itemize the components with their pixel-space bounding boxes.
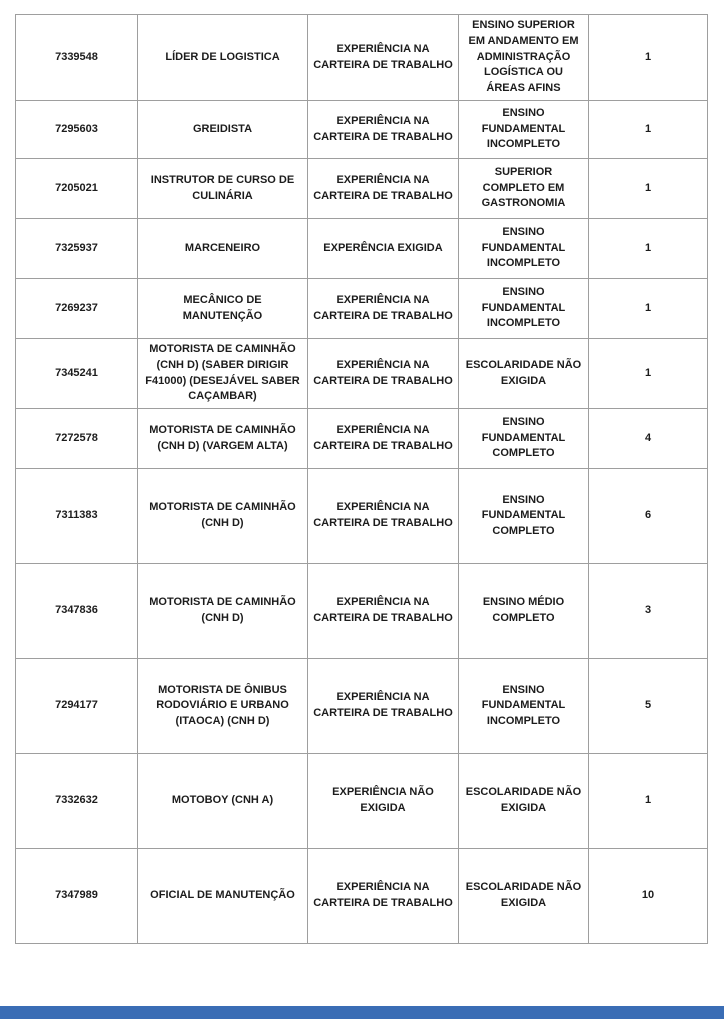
count-cell: 5 [589, 659, 708, 754]
count-cell: 1 [589, 101, 708, 159]
vacancy-id-cell: 7339548 [16, 15, 138, 101]
table-row [16, 159, 708, 219]
education-cell: ENSINO FUNDAMENTAL COMPLETO [459, 409, 589, 469]
experience-cell: EXPERIÊNCIA NA CARTEIRA DE TRABALHO [308, 339, 459, 409]
count-cell: 1 [589, 15, 708, 101]
vacancy-id-cell: 7311383 [16, 469, 138, 564]
vacancy-id-cell: 7294177 [16, 659, 138, 754]
count-cell: 1 [589, 339, 708, 409]
count-cell: 3 [589, 564, 708, 659]
count-cell: 6 [589, 469, 708, 564]
education-cell: ESCOLARIDADE NÃO EXIGIDA [459, 849, 589, 944]
experience-cell: EXPERIÊNCIA NA CARTEIRA DE TRABALHO [308, 469, 459, 564]
experience-cell: EXPERIÊNCIA NA CARTEIRA DE TRABALHO [308, 849, 459, 944]
job-title-cell: GREIDISTA [138, 101, 308, 159]
experience-cell: EXPERÊNCIA EXIGIDA [308, 219, 459, 279]
table-row [16, 754, 708, 849]
table-row [16, 101, 708, 159]
count-cell: 1 [589, 754, 708, 849]
job-title-cell: LÍDER DE LOGISTICA [138, 15, 308, 101]
vacancy-id-cell: 7325937 [16, 219, 138, 279]
job-title-cell: MOTOBOY (CNH A) [138, 754, 308, 849]
education-cell: ENSINO MÉDIO COMPLETO [459, 564, 589, 659]
table-row [16, 339, 708, 409]
vacancy-id-cell: 7269237 [16, 279, 138, 339]
vacancy-id-cell: 7345241 [16, 339, 138, 409]
experience-cell: EXPERIÊNCIA NA CARTEIRA DE TRABALHO [308, 101, 459, 159]
vacancies-table [15, 14, 708, 944]
experience-cell: EXPERIÊNCIA NA CARTEIRA DE TRABALHO [308, 409, 459, 469]
job-title-cell: MOTORISTA DE CAMINHÃO (CNH D) (SABER DIRIGIR F41000) (DESEJÁVEL SABER CAÇAMBAR) [138, 339, 308, 409]
table-row [16, 659, 708, 754]
education-cell: ENSINO FUNDAMENTAL INCOMPLETO [459, 659, 589, 754]
count-cell: 10 [589, 849, 708, 944]
job-title-cell: INSTRUTOR DE CURSO DE CULINÁRIA [138, 159, 308, 219]
job-title-cell: MECÂNICO DE MANUTENÇÃO [138, 279, 308, 339]
count-cell: 4 [589, 409, 708, 469]
count-cell: 1 [589, 219, 708, 279]
education-cell: ENSINO FUNDAMENTAL INCOMPLETO [459, 279, 589, 339]
job-title-cell: MARCENEIRO [138, 219, 308, 279]
education-cell: ENSINO FUNDAMENTAL INCOMPLETO [459, 101, 589, 159]
education-cell: SUPERIOR COMPLETO EM GASTRONOMIA [459, 159, 589, 219]
table-row [16, 15, 708, 101]
education-cell: ENSINO SUPERIOR EM ANDAMENTO EM ADMINISTRAÇÃO LOGÍSTICA OU ÁREAS AFINS [459, 15, 589, 101]
experience-cell: EXPERIÊNCIA NA CARTEIRA DE TRABALHO [308, 15, 459, 101]
table-row [16, 279, 708, 339]
vacancy-id-cell: 7205021 [16, 159, 138, 219]
experience-cell: EXPERIÊNCIA NA CARTEIRA DE TRABALHO [308, 659, 459, 754]
table-row [16, 409, 708, 469]
vacancy-id-cell: 7332632 [16, 754, 138, 849]
vacancy-id-cell: 7272578 [16, 409, 138, 469]
vacancy-id-cell: 7347836 [16, 564, 138, 659]
table-row [16, 849, 708, 944]
footer-bar [0, 1006, 724, 1019]
job-title-cell: MOTORISTA DE CAMINHÃO (CNH D) [138, 564, 308, 659]
job-title-cell: OFICIAL DE MANUTENÇÃO [138, 849, 308, 944]
job-title-cell: MOTORISTA DE ÔNIBUS RODOVIÁRIO E URBANO (ITAOCA) (CNH D) [138, 659, 308, 754]
table-row [16, 219, 708, 279]
count-cell: 1 [589, 159, 708, 219]
vacancy-id-cell: 7295603 [16, 101, 138, 159]
table-body [16, 15, 708, 944]
education-cell: ESCOLARIDADE NÃO EXIGIDA [459, 754, 589, 849]
count-cell: 1 [589, 279, 708, 339]
education-cell: ENSINO FUNDAMENTAL INCOMPLETO [459, 219, 589, 279]
experience-cell: EXPERIÊNCIA NA CARTEIRA DE TRABALHO [308, 159, 459, 219]
table-row [16, 469, 708, 564]
experience-cell: EXPERIÊNCIA NA CARTEIRA DE TRABALHO [308, 564, 459, 659]
education-cell: ENSINO FUNDAMENTAL COMPLETO [459, 469, 589, 564]
experience-cell: EXPERIÊNCIA NÃO EXIGIDA [308, 754, 459, 849]
job-title-cell: MOTORISTA DE CAMINHÃO (CNH D) [138, 469, 308, 564]
table-row [16, 564, 708, 659]
education-cell: ESCOLARIDADE NÃO EXIGIDA [459, 339, 589, 409]
vacancy-id-cell: 7347989 [16, 849, 138, 944]
job-title-cell: MOTORISTA DE CAMINHÃO (CNH D) (VARGEM ALTA) [138, 409, 308, 469]
experience-cell: EXPERIÊNCIA NA CARTEIRA DE TRABALHO [308, 279, 459, 339]
